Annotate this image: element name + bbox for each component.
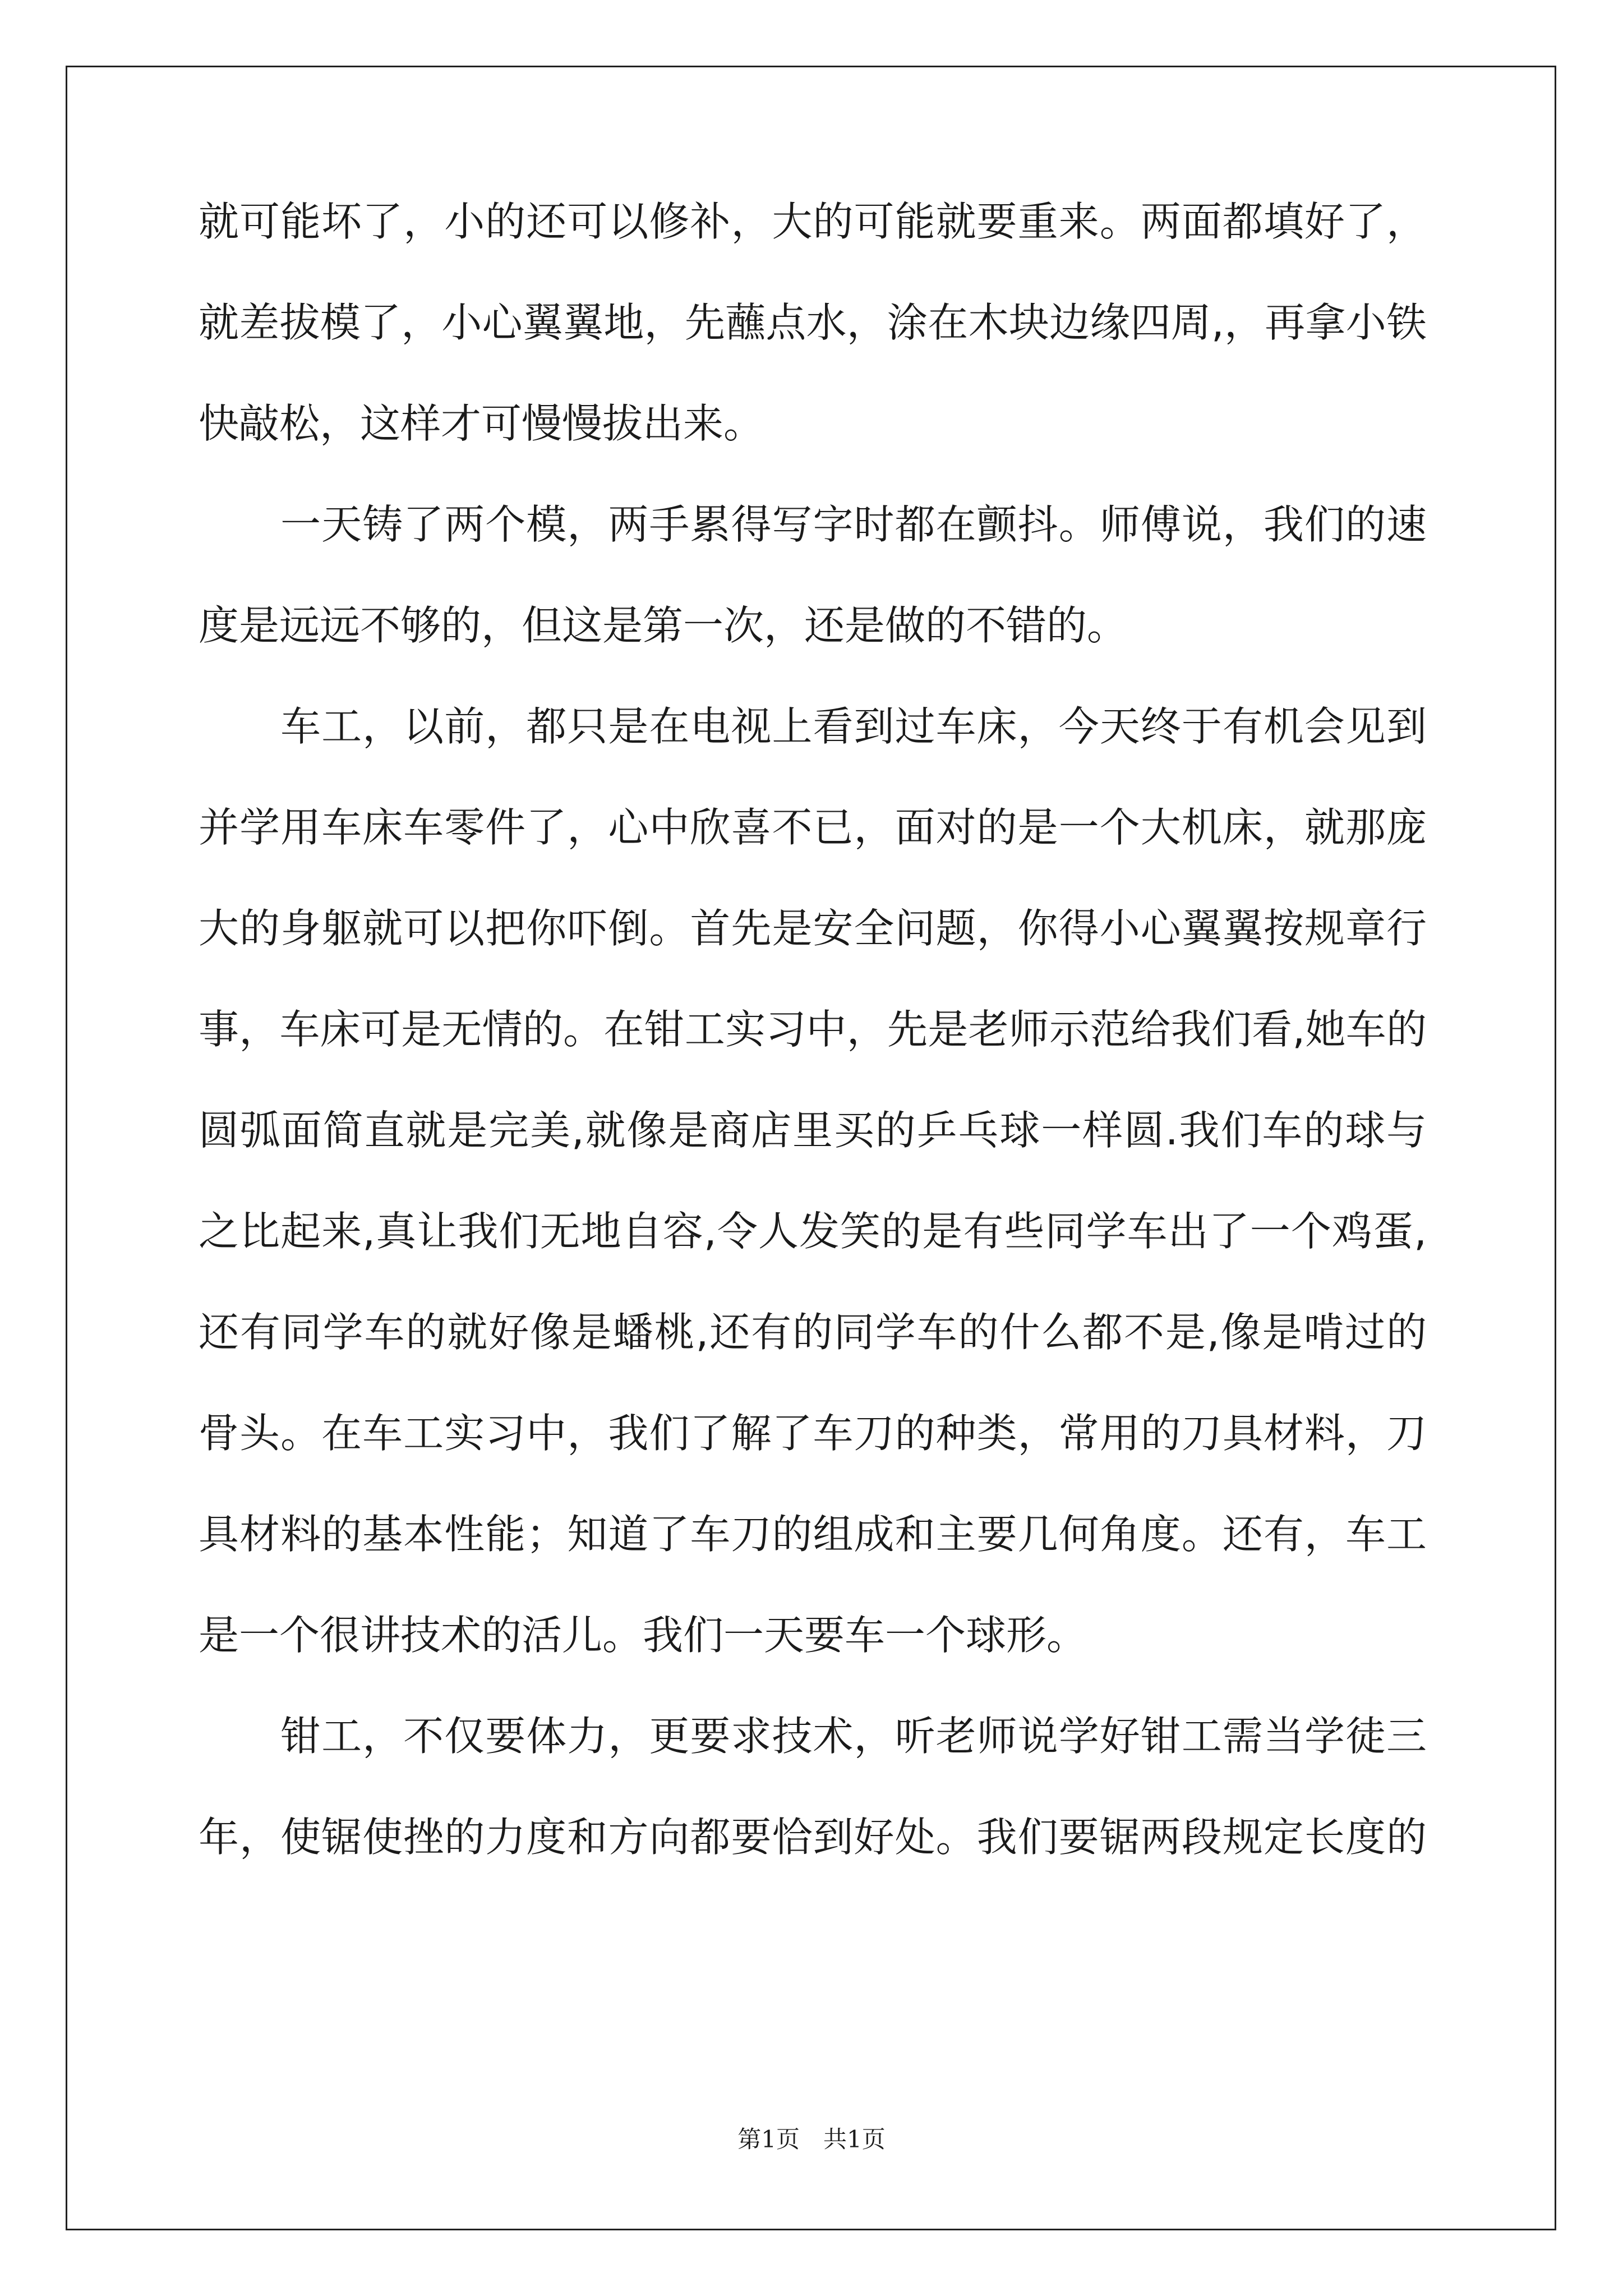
page-number-footer: 第1页 共1页 [737,2125,886,2153]
text-line: 年，使锯使挫的力度和方向都要恰到好处。我们要锯两段规定长度的 [199,1814,1427,1861]
text-line: 事，车床可是无情的。在钳工实习中，先是老师示范给我们看,她车的 [199,1006,1427,1053]
text-line: 车工，以前，都只是在电视上看到过车床，今天终于有机会见到 [199,703,1427,750]
text-line: 一天铸了两个模，两手累得写字时都在颤抖。师傅说，我们的速 [199,501,1427,548]
text-line: 快敲松，这样才可慢慢拔出来。 [199,400,764,447]
text-line: 钳工，不仅要体力，更要求技术，听老师说学好钳工需当学徒三 [199,1713,1427,1760]
text-line: 还有同学车的就好像是蟠桃,还有的同学车的什么都不是,像是啃过的 [199,1309,1427,1356]
text-line: 之比起来,真让我们无地自容,令人发笑的是有些同学车出了一个鸡蛋, [199,1208,1427,1255]
text-line: 具材料的基本性能；知道了车刀的组成和主要几何角度。还有，车工 [199,1511,1427,1558]
text-line: 度是远远不够的，但这是第一次，还是做的不错的。 [199,602,1128,649]
text-line: 并学用车床车零件了，心中欣喜不已，面对的是一个大机床，就那庞 [199,804,1427,851]
text-line: 就差拔模了，小心翼翼地，先蘸点水，涂在木块边缘四周,，再拿小铁 [199,299,1427,346]
text-line: 是一个很讲技术的活儿。我们一天要车一个球形。 [199,1612,1087,1659]
text-line: 大的身躯就可以把你吓倒。首先是安全问题，你得小心翼翼按规章行 [199,905,1427,952]
text-line: 就可能坏了，小的还可以修补，大的可能就要重来。两面都填好了， [199,198,1427,245]
text-line: 骨头。在车工实习中，我们了解了车刀的种类，常用的刀具材料，刀 [199,1410,1427,1457]
text-line: 圆弧面简直就是完美,就像是商店里买的乒乓球一样圆.我们车的球与 [199,1107,1427,1154]
